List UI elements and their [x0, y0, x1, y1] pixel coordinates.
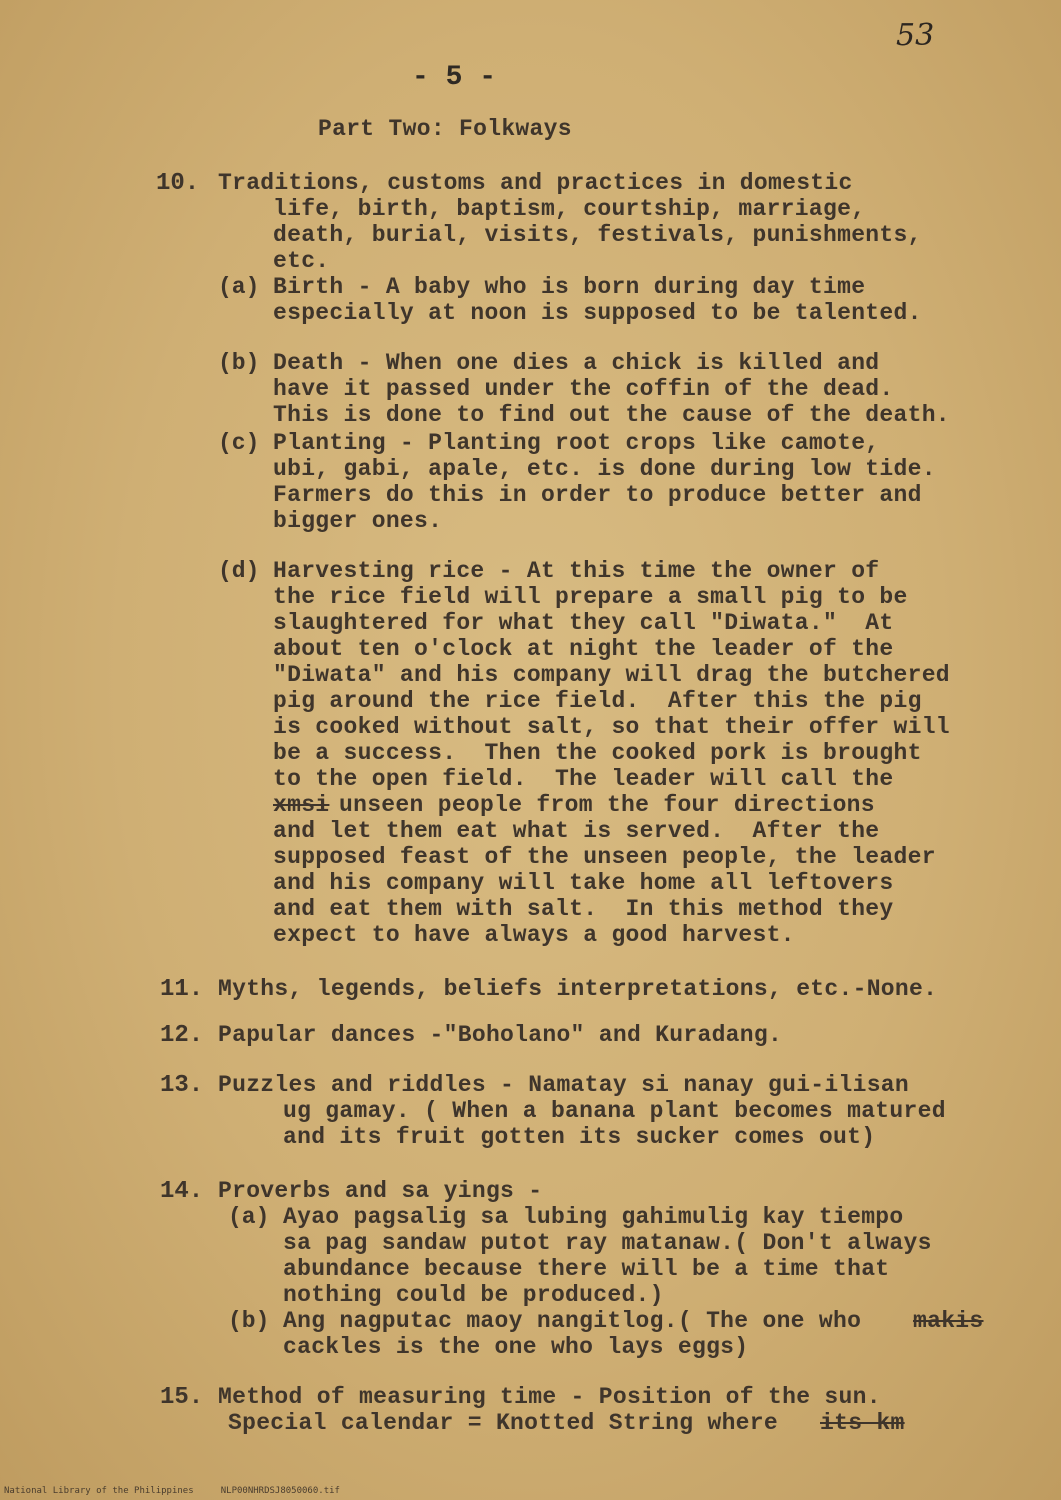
item-14a-line: Ayao pagsalig sa lubing gahimulig kay tiempo	[283, 1204, 904, 1230]
item-10a-line: Birth - A baby who is born during day time	[273, 274, 866, 300]
archive-footer: National Library of the Philippines NLP00NHRDSJ8050060.tif	[4, 1486, 340, 1496]
item-10-line: life, birth, baptism, courtship, marriage,	[273, 196, 866, 222]
item-10-line: death, burial, visits, festivals, punishments,	[273, 222, 922, 248]
item-14-number: 14.	[160, 1178, 204, 1205]
item-15-number: 15.	[160, 1384, 204, 1411]
item-13-number: 13.	[160, 1072, 204, 1099]
page-number: 53	[896, 18, 935, 53]
item-10d-line: slaughtered for what they call "Diwata." At	[273, 610, 894, 636]
item-10c-line: Planting - Planting root crops like camote,	[273, 430, 880, 456]
item-10b-line: This is done to find out the cause of the death.	[273, 402, 950, 428]
struck-word: xmsi	[273, 792, 330, 818]
item-10d-line: to the open field. The leader will call the	[273, 766, 894, 792]
item-11-number: 11.	[160, 976, 204, 1003]
item-10-line: etc.	[273, 248, 330, 274]
item-10c-line: ubi, gabi, apale, etc. is done during low tide.	[273, 456, 936, 482]
item-12-number: 12.	[160, 1022, 204, 1049]
item-10d-line: pig around the rice field. After this the pig	[273, 688, 922, 714]
item-10-number: 10.	[156, 170, 200, 197]
item-10d-line: be a success. Then the cooked pork is brought	[273, 740, 922, 766]
item-12-text: Papular dances -"Boholano" and Kuradang.	[218, 1022, 783, 1048]
item-10d-line: the rice field will prepare a small pig to be	[273, 584, 908, 610]
item-10d-line: supposed feast of the unseen people, the leader	[273, 844, 936, 870]
item-10c-line: Farmers do this in order to produce better and	[273, 482, 922, 508]
item-14b-label: (b)	[228, 1308, 270, 1334]
item-10d-line: expect to have always a good harvest.	[273, 922, 795, 948]
item-10d-line: and eat them with salt. In this method they	[273, 896, 894, 922]
item-10d-line: and his company will take home all leftovers	[273, 870, 894, 896]
struck-word: makis	[913, 1308, 984, 1334]
item-10d-line: and let them eat what is served. After the	[273, 818, 880, 844]
page-marker: - 5 -	[412, 62, 497, 93]
item-14a-line: nothing could be produced.)	[283, 1282, 664, 1308]
item-15-line: Special calendar = Knotted String where	[228, 1410, 778, 1436]
item-10c-label: (c)	[218, 430, 260, 456]
item-10d-line: unseen people from the four directions	[339, 792, 875, 818]
item-15-line: Method of measuring time - Position of the sun.	[218, 1384, 881, 1410]
item-10d-line: Harvesting rice - At this time the owner of	[273, 558, 880, 584]
item-14a-line: abundance because there will be a time that	[283, 1256, 890, 1282]
item-10b-label: (b)	[218, 350, 260, 376]
item-10d-line: about ten o'clock at night the leader of the	[273, 636, 894, 662]
item-10a-line: especially at noon is supposed to be talented.	[273, 300, 922, 326]
item-14a-line: sa pag sandaw putot ray matanaw.( Don't always	[283, 1230, 932, 1256]
item-10b-line: Death - When one dies a chick is killed and	[273, 350, 880, 376]
item-10-line: Traditions, customs and practices in domestic	[218, 170, 853, 196]
item-14b-line: cackles is the one who lays eggs)	[283, 1334, 749, 1360]
item-10d-label: (d)	[218, 558, 260, 584]
item-14-text: Proverbs and sa yings -	[218, 1178, 543, 1204]
item-14b-line: Ang nagputac maoy nangitlog.( The one who	[283, 1308, 862, 1334]
item-13-line: and its fruit gotten its sucker comes out)	[283, 1124, 876, 1150]
item-10d-line: is cooked without salt, so that their offer will	[273, 714, 950, 740]
item-13-line: Puzzles and riddles - Namatay si nanay gui-ilisan	[218, 1072, 910, 1098]
item-10d-line: "Diwata" and his company will drag the butchered	[273, 662, 950, 688]
struck-word: its km	[820, 1410, 905, 1436]
item-11-text: Myths, legends, beliefs interpretations, etc.-None.	[218, 976, 938, 1002]
item-13-line: ug gamay. ( When a banana plant becomes matured	[283, 1098, 946, 1124]
item-10c-line: bigger ones.	[273, 508, 443, 534]
item-14a-label: (a)	[228, 1204, 270, 1230]
item-10a-label: (a)	[218, 274, 260, 300]
item-10b-line: have it passed under the coffin of the dead.	[273, 376, 894, 402]
section-heading: Part Two: Folkways	[318, 116, 572, 142]
